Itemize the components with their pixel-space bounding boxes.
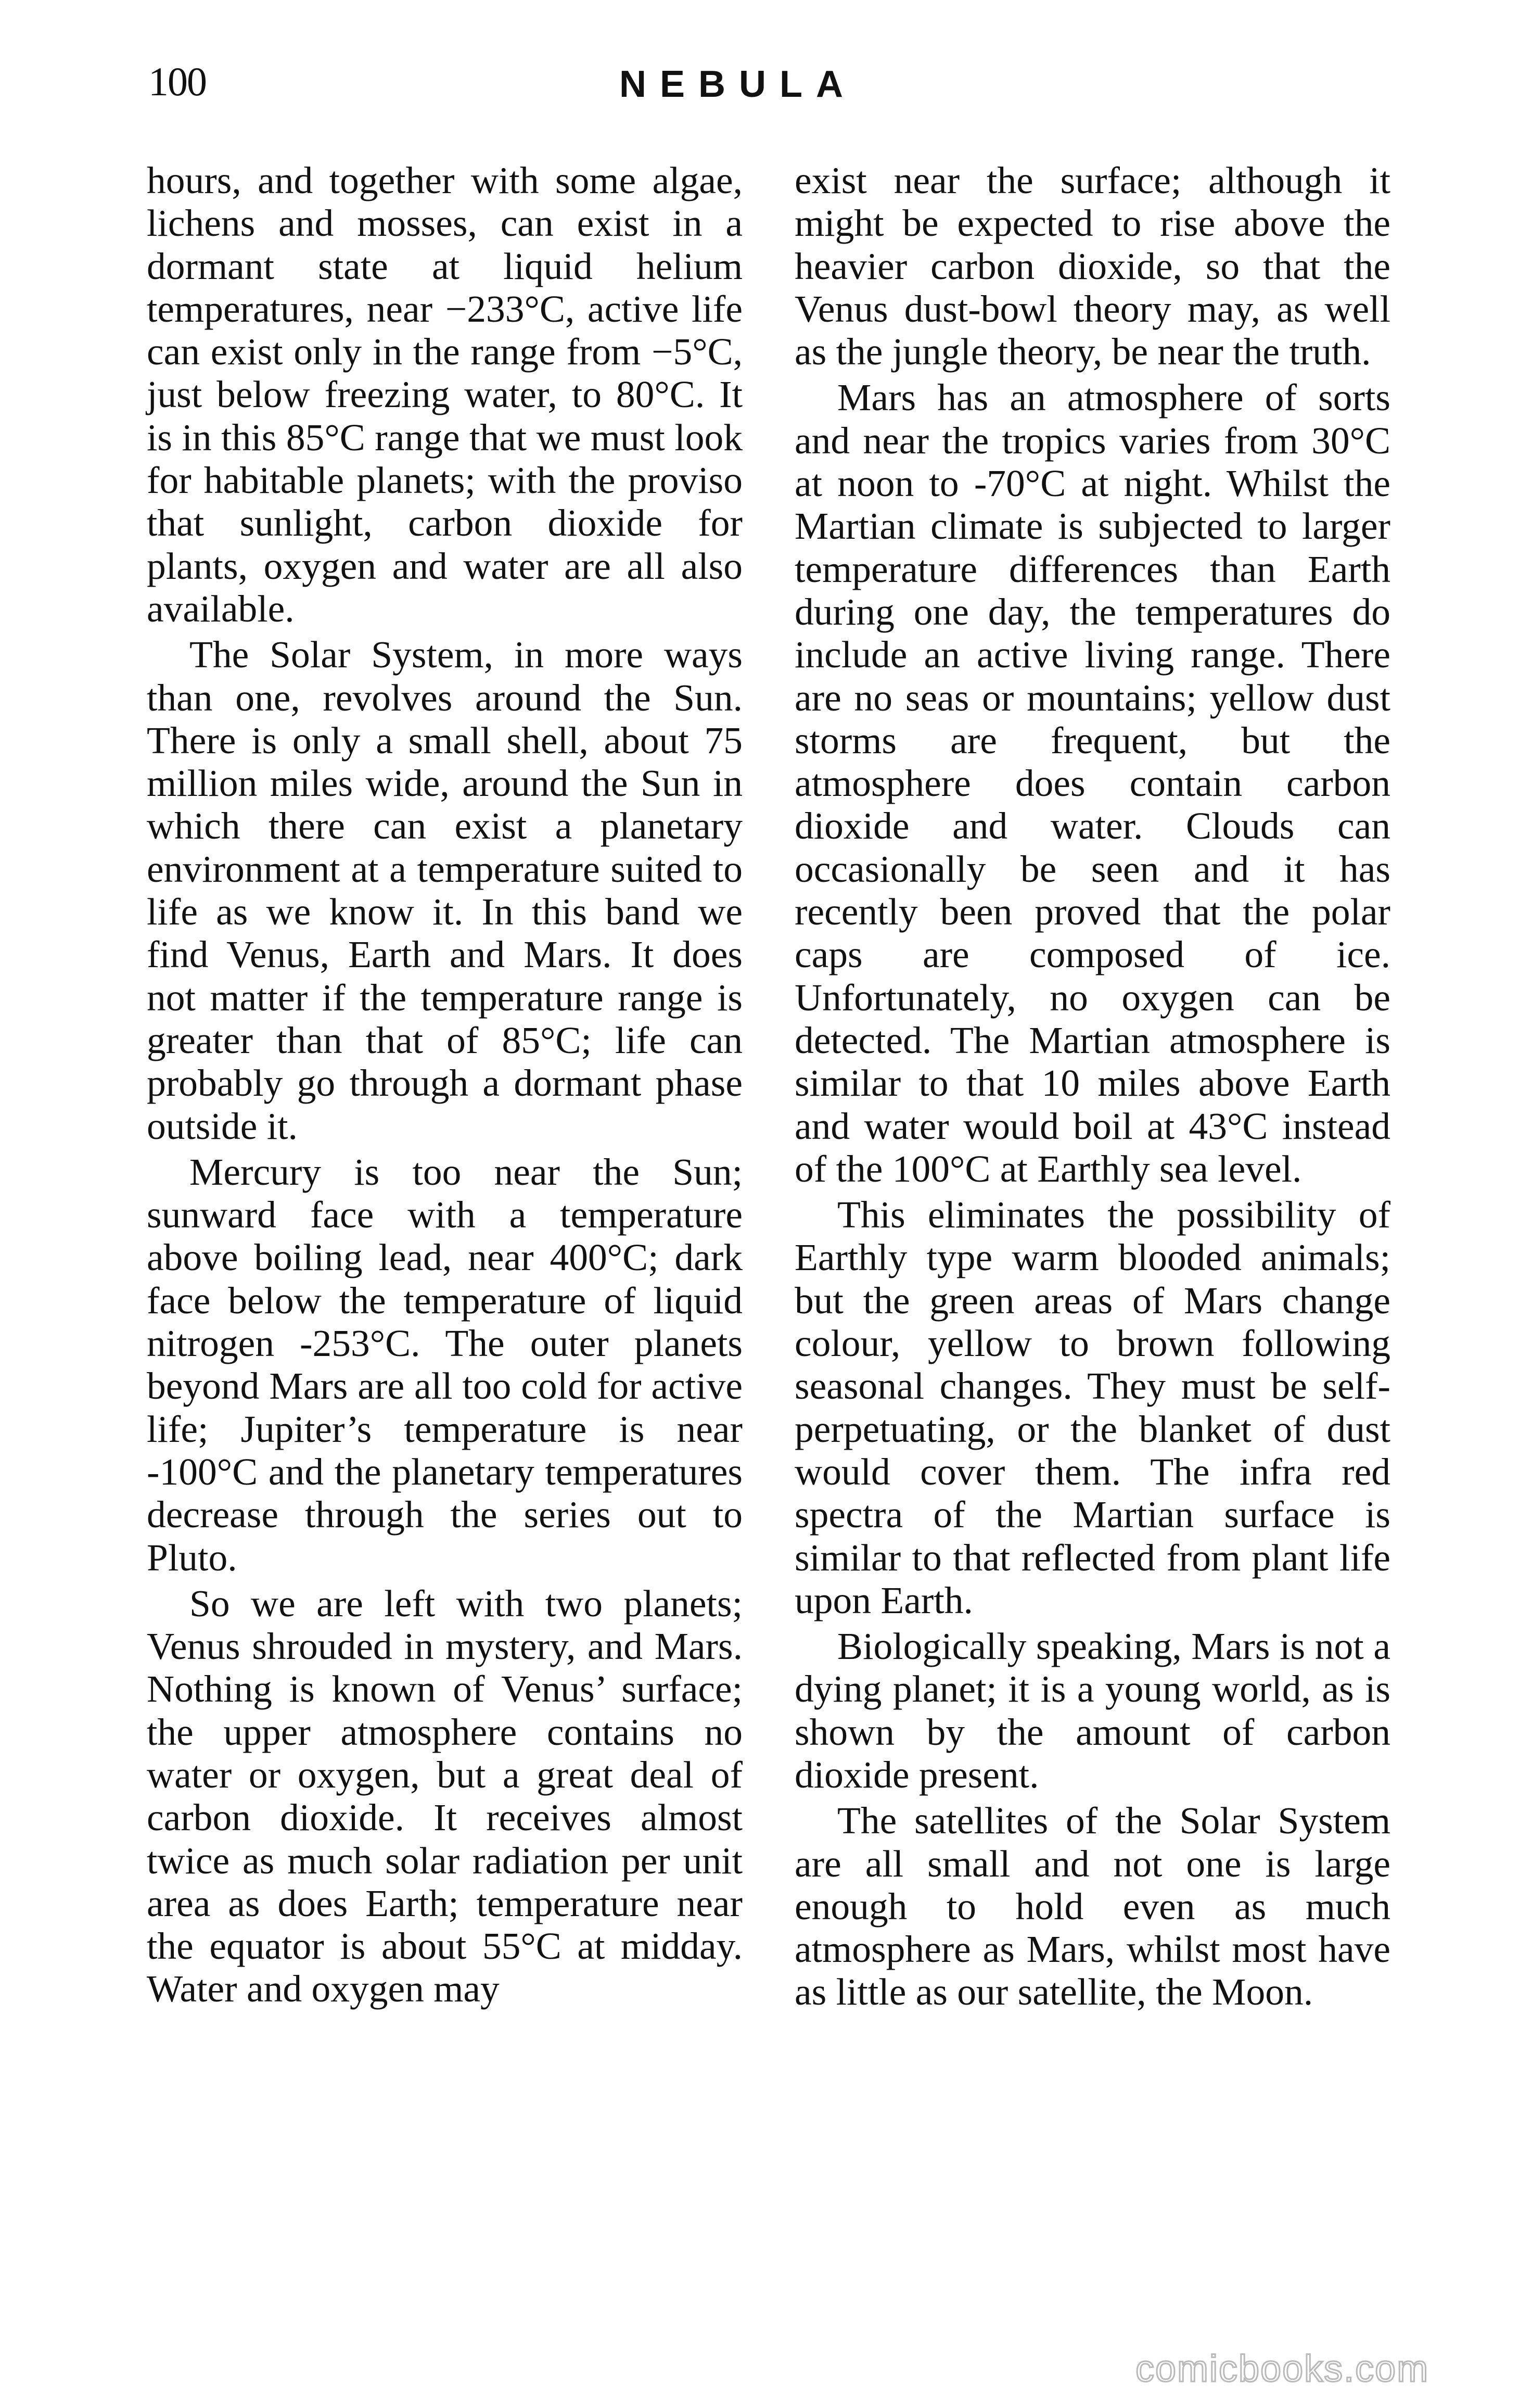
running-head-title: NEBULA [619, 64, 857, 105]
paragraph: Mercury is too near the Sun; sunward face with a temperature above boiling lead, near 400°C; dark face below the temperature of liquid nitrogen -253°C. The outer planets beyond Mars are all too cold for active life; Jupiter’s temperature is near -100°C and the planetary temperatures decrease through the series out to Pluto. [147, 1150, 743, 1579]
paragraph: hours, and together with some algae, lichens and mosses, can exist in a dormant state at liquid helium temperatures, near −233°C, active life can exist only in the range from −5°C, just below freezing water, to 80°C. It is in this 85°C range that we must look for habitable planets; with the proviso that sunlight, carbon dioxide for plants, oxygen and water are all also available. [147, 159, 743, 630]
right-column [795, 159, 1390, 2017]
paragraph: Biologically speaking, Mars is not a dying planet; it is a young world, as is shown by the amount of carbon dioxide present. [795, 1625, 1390, 1796]
watermark: comicbooks.com [1135, 2348, 1429, 2390]
left-column [147, 159, 743, 2014]
paragraph: This eliminates the possibility of Earthly type warm blooded animals; but the green areas of Mars change colour, yellow to brown following seasonal changes. They must be self-perpetuating, or the blanket of dust would cover them. The infra red spectra of the Martian surface is similar to that reflected from plant life upon Earth. [795, 1194, 1390, 1621]
paragraph: Mars has an atmosphere of sorts and near the tropics varies from 30°C at noon to -70°C at night. Whilst the Martian climate is subjected to larger temperature differences than Earth during one day, the temperatures do include an active living range. There are no seas or mountains; yellow dust storms are frequent, but the atmosphere does contain carbon dioxide and water. Clouds can occasionally be seen and it has recently been proved that the polar caps are composed of ice. Unfortunately, no oxygen can be detected. The Martian atmosphere is similar to that 10 miles above Earth and water would boil at 43°C instead of the 100°C at Earthly sea level. [795, 376, 1390, 1190]
paragraph: The Solar System, in more ways than one, revolves around the Sun. There is only a small shell, about 75 million miles wide, around the Sun in which there can exist a planetary environment at a temperature suited to life as we know it. In this band we find Venus, Earth and Mars. It does not matter if the temperature range is greater than that of 85°C; life can probably go through a dormant phase outside it. [147, 633, 743, 1147]
page-number: 100 [148, 59, 206, 104]
paragraph: So we are left with two planets; Venus shrouded in mystery, and Mars. Nothing is known of Venus’ surface; the upper atmosphere contains no water or oxygen, but a great deal of carbon dioxide. It receives almost twice as much solar radiation per unit area as does Earth; temperature near the equator is about 55°C at midday. Water and oxygen may [147, 1582, 743, 2010]
paragraph: The satellites of the Solar System are all small and not one is large enough to hold even as much atmosphere as Mars, whilst most have as little as our satellite, the Moon. [795, 1799, 1390, 2013]
paragraph: exist near the surface; although it might be expected to rise above the heavier carbon dioxide, so that the Venus dust-bowl theory may, as well as the jungle theory, be near the truth. [795, 159, 1390, 373]
